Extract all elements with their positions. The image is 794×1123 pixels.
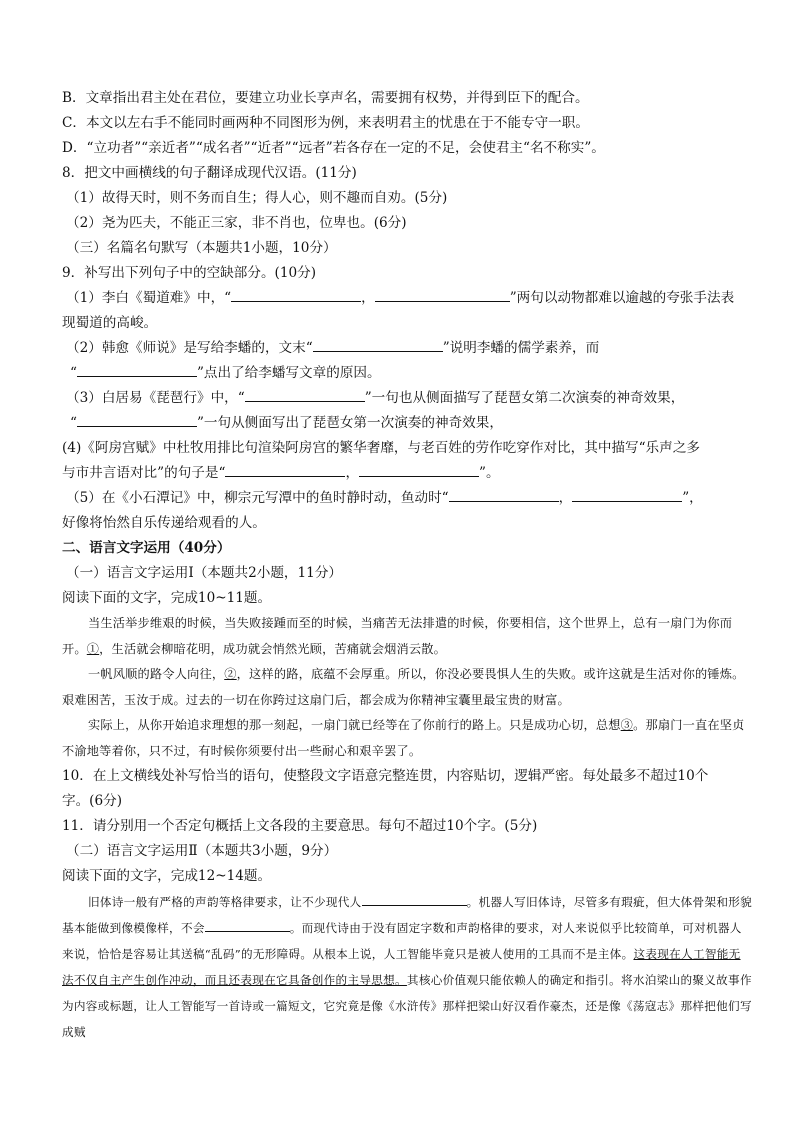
question-10: 10．在上文横线处补写恰当的语句，使整段文字语意完整连贯，内容贴切，逻辑严密。每处最多不超过10个 xyxy=(62,768,709,784)
question-9-4-cont: 与市井言语对比”的句子是“ ， ”。 xyxy=(62,461,752,486)
question-9-1: （1）李白《蜀道难》中，“ ， ”两句以动物都难以逾越的夸张手法表 xyxy=(62,286,752,311)
reading-instruction-1: 阅读下面的文字，完成10~11题。 xyxy=(62,590,272,606)
document-page xyxy=(62,86,752,1045)
section-3-heading: （三）名篇名句默写（本题共1小题，10分） xyxy=(66,240,337,256)
section-2-2-heading: （二）语言文字运用Ⅱ（本题共3小题，9分） xyxy=(66,843,338,859)
answer-blank[interactable] xyxy=(245,387,365,402)
reading-instruction-2: 阅读下面的文字，完成12~14题。 xyxy=(62,868,272,884)
underlined-sentence: 这表现在人工智能无法不仅自主产生创作冲动，而且还表现在它具备创作的主导思想。 xyxy=(62,947,741,987)
answer-blank[interactable] xyxy=(375,287,510,302)
answer-blank[interactable] xyxy=(231,287,361,302)
question-9-1-cont: 现蜀道的高峻。 xyxy=(62,315,158,331)
passage-2-paragraph: 旧体诗一般有严格的声韵等格律要求，让不少现代人 。机器人写旧体诗，尽管多有瑕疵，但大体骨架和形貌基本能做到像模像样，不会 。而现代诗由于没有固定字数和声韵格律的要求，对人来说似乎比较简单，可对机器人来说，恰恰是容易让其送稿“乱码”的无形障碍。从根本上说，人工智能毕竟只是被人使用的工具而不是主体。这表现在人工智能无法不仅自主产生创作冲动，而且还表现在它具备创作的主导思想。其核心价值观只能依赖人的确定和指引。将水泊梁山的聚义故事作为内容或标题，让人工智能写一首诗或一篇短文，它究竟是像《水浒传》那样把梁山好汉看作豪杰，还是像《荡寇志》那样把他们写成贼 xyxy=(62,889,752,1045)
question-8: 8．把文中画横线的句子翻译成现代汉语。(11分) xyxy=(62,165,357,181)
question-11: 11．请分别用一个否定句概括上文各段的主要意思。每句不超过10个字。(5分) xyxy=(62,818,538,834)
blank-marker-2: ② xyxy=(224,667,237,681)
question-9-5-cont: 好像将怡然自乐传递给观看的人。 xyxy=(62,515,266,531)
answer-blank[interactable] xyxy=(449,487,559,502)
answer-blank[interactable] xyxy=(359,462,479,477)
section-2-heading: 二、语言文字运用（40分） xyxy=(62,540,231,556)
question-9-5: （5）在《小石潭记》中，柳宗元写潭中的鱼时静时动，鱼动时“ ， ”， xyxy=(62,486,752,511)
answer-blank[interactable] xyxy=(205,917,290,932)
question-8-2: （2）尧为匹夫，不能正三家，非不肖也，位卑也。(6分) xyxy=(66,215,407,231)
question-9-3: （3）白居易《琵琶行》中，“ ”一句也从侧面描写了琵琶女第二次演奏的神奇效果， xyxy=(62,386,752,411)
question-8-1: （1）故得天时，则不务而自生；得人心，则不趣而自劝。(5分) xyxy=(66,190,448,206)
passage-1-paragraph-3: 实际上，从你开始追求理想的那一刻起，一扇门就已经等在了你前行的路上。只是成功心切，总想③。那扇门一直在坚贞不渝地等着你，只不过，有时候你须要付出一些耐心和艰辛罢了。 xyxy=(62,718,745,758)
answer-blank[interactable] xyxy=(225,462,345,477)
question-9-3-cont: “ ”一句从侧面写出了琵琶女第一次演奏的神奇效果， xyxy=(62,411,752,436)
answer-blank[interactable] xyxy=(362,891,467,906)
answer-blank[interactable] xyxy=(313,337,443,352)
option-d: D．“立功者”“亲近者”“成名者”“近者”“远者”若各存在一定的不足，会使君主“名不称实”。 xyxy=(62,140,605,156)
question-10-cont: 字。(6分) xyxy=(62,793,123,809)
question-9-2-cont: “ ”点出了给李蟠写文章的原因。 xyxy=(62,361,752,386)
option-b: B．文章指出君主处在君位，要建立功业长享声名，需要拥有权势，并得到臣下的配合。 xyxy=(62,90,589,106)
question-9-4: (4)《阿房宫赋》中杜牧用排比句渲染阿房宫的繁华奢靡，与老百姓的劳作吃穿作对比，其中描写“乐声之多 xyxy=(62,440,700,456)
question-9: 9．补写出下列句子中的空缺部分。(10分) xyxy=(62,265,317,281)
blank-marker-1: ① xyxy=(86,641,100,656)
question-9-2: （2）韩愈《师说》是写给李蟠的，文末“ ”说明李蟠的儒学素养，而 xyxy=(62,336,752,361)
answer-blank[interactable] xyxy=(77,362,197,377)
section-2-1-heading: （一）语言文字运用Ⅰ（本题共2小题，11分） xyxy=(66,565,343,581)
blank-marker-3: ③ xyxy=(620,718,634,732)
answer-blank[interactable] xyxy=(77,412,197,427)
option-c: C．本文以左右手不能同时画两种不同图形为例，来表明君主的忧患在于不能专守一职。 xyxy=(62,115,589,131)
passage-1-paragraph-1: 当生活举步维艰的时候，当失败接踵而至的时候，当痛苦无法排遣的时候，你要相信，这个世界上，总有一扇门为你而开。①，生活就会柳暗花明，成功就会悄然光顾，苦痛就会烟消云散。 xyxy=(62,616,733,656)
answer-blank[interactable] xyxy=(572,487,682,502)
passage-1-paragraph-2: 一帆风顺的路令人向往，②，这样的路，底蕴不会厚重。所以，你没必要畏惧人生的失败。或许这就是生活对你的锤炼。艰难困苦，玉汝于成。过去的一切在你跨过这扇门后，都会成为你精神宝囊里最宝贵的财富。 xyxy=(62,667,745,707)
